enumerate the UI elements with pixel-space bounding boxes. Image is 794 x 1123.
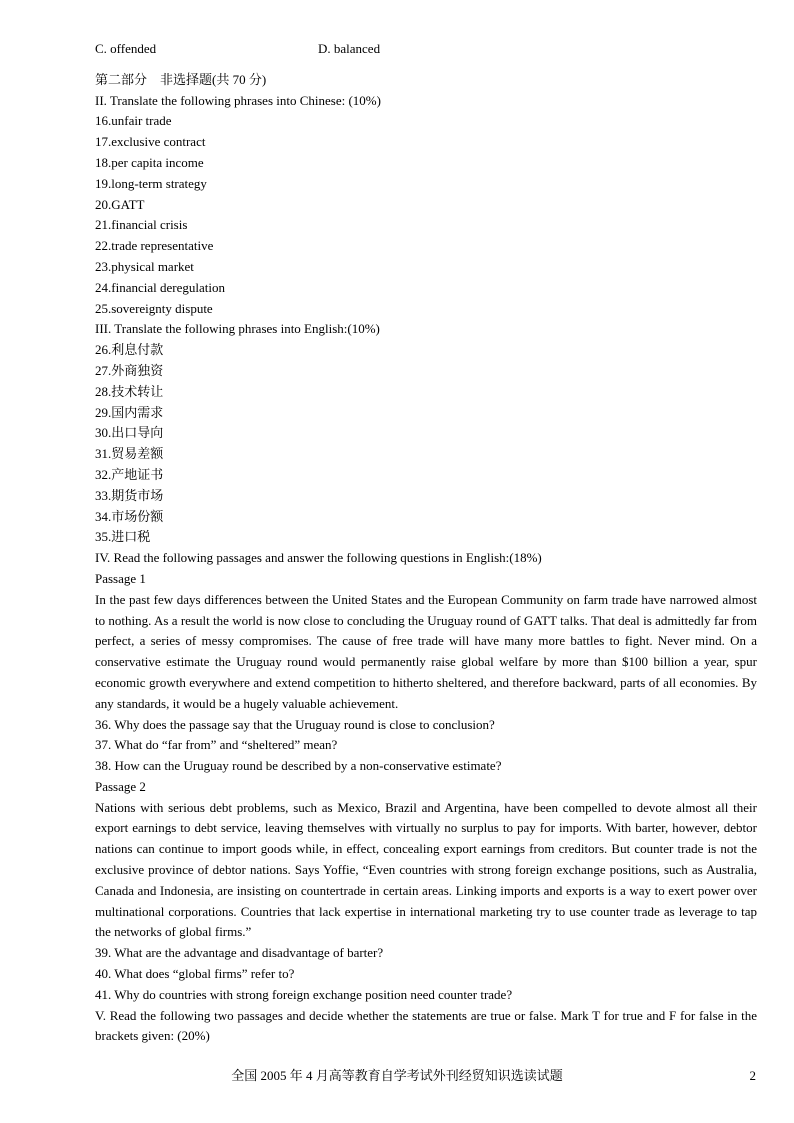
list-item: 18.per capita income: [95, 154, 204, 170]
section5-title: V. Read the following two passages and decide whether the statements are true or false. Mark T for true and F for false in the brackets given: (20%): [95, 1007, 757, 1044]
answer-options-row: [95, 39, 757, 60]
list-item: 20.GATT: [95, 196, 145, 212]
list-item: 35.进口税: [95, 529, 151, 545]
list-item: 16.unfair trade: [95, 113, 172, 129]
page-number: 2: [749, 1068, 756, 1083]
page-footer: [0, 1066, 794, 1086]
list-item: 32.产地证书: [95, 466, 164, 482]
part2-heading: 第二部分 非选择题(共 70 分): [95, 71, 267, 87]
section4-title: IV. Read the following passages and answer the following questions in English:(18%): [95, 550, 542, 566]
option-c: C. offended: [95, 41, 157, 56]
passage1-label: Passage 1: [95, 570, 146, 586]
passage1-text: In the past few days differences between the United States and the European Community on farm trade have narrowed almost to nothing. As a result the world is now close to concluding the Uruguay round of GATT talks. That deal is admittedly far from perfect, a series of messy compromises. The cause of free trade will have many more battles to fight. Never mind. On a conservative estimate the Uruguay round would permanently raise global welfare by more than $100 billion a year, spur economic growth everywhere and extend competition to hitherto sheltered, and therefore backward, parts of all economies. By any standards, it would be a hugely valuable achievement.: [95, 591, 757, 711]
list-item: 31.贸易差额: [95, 446, 164, 462]
question-37: 37. What do “far from” and “sheltered” mean?: [95, 737, 338, 753]
list-item: 29.国内需求: [95, 404, 164, 420]
section2-title: II. Translate the following phrases into Chinese: (10%): [95, 92, 381, 108]
list-item: 34.市场份额: [95, 508, 164, 524]
section3-title: III. Translate the following phrases into English:(10%): [95, 321, 380, 337]
question-40: 40. What does “global firms” refer to?: [95, 966, 295, 982]
list-item: 33.期货市场: [95, 487, 164, 503]
list-item: 30.出口导向: [95, 425, 164, 441]
question-41: 41. Why do countries with strong foreign exchange position need counter trade?: [95, 986, 513, 1002]
list-item: 23.physical market: [95, 258, 194, 274]
list-item: 21.financial crisis: [95, 217, 188, 233]
passage2-label: Passage 2: [95, 778, 146, 794]
list-item: 28.技术转让: [95, 383, 164, 399]
list-item: 27.外商独资: [95, 362, 164, 378]
question-36: 36. Why does the passage say that the Uruguay round is close to conclusion?: [95, 716, 495, 732]
exam-title: 全国 2005 年 4 月高等教育自学考试外刊经贸知识选读试题: [231, 1068, 563, 1083]
option-d: D. balanced: [318, 41, 381, 56]
list-item: 24.financial deregulation: [95, 279, 225, 295]
list-item: 17.exclusive contract: [95, 134, 206, 150]
question-38: 38. How can the Uruguay round be described by a non-conservative estimate?: [95, 758, 502, 774]
list-item: 25.sovereignty dispute: [95, 300, 213, 316]
list-item: 22.trade representative: [95, 238, 214, 254]
passage2-text: Nations with serious debt problems, such as Mexico, Brazil and Argentina, have been compelled to devote almost all their export earnings to debt service, leaving themselves with virtually no surplus to pay for imports. With barter, however, debtor nations can continue to import goods while, in effect, concealing export earnings from creditors. But counter trade is not the exclusive province of debtor nations. Says Yoffie, “Even countries with strong foreign exchange positions, such as Australia, Canada and Indonesia, are insisting on countertrade in certain areas. Linking imports and exports is a way to exert power over multinational corporations. Countries that lack expertise in international marketing try to use counter trade as leverage to tap the networks of global firms.”: [95, 799, 757, 940]
list-item: 26.利息付款: [95, 342, 164, 358]
list-item: 19.long-term strategy: [95, 175, 207, 191]
document-page: [95, 39, 757, 1047]
question-39: 39. What are the advantage and disadvantage of barter?: [95, 945, 384, 961]
